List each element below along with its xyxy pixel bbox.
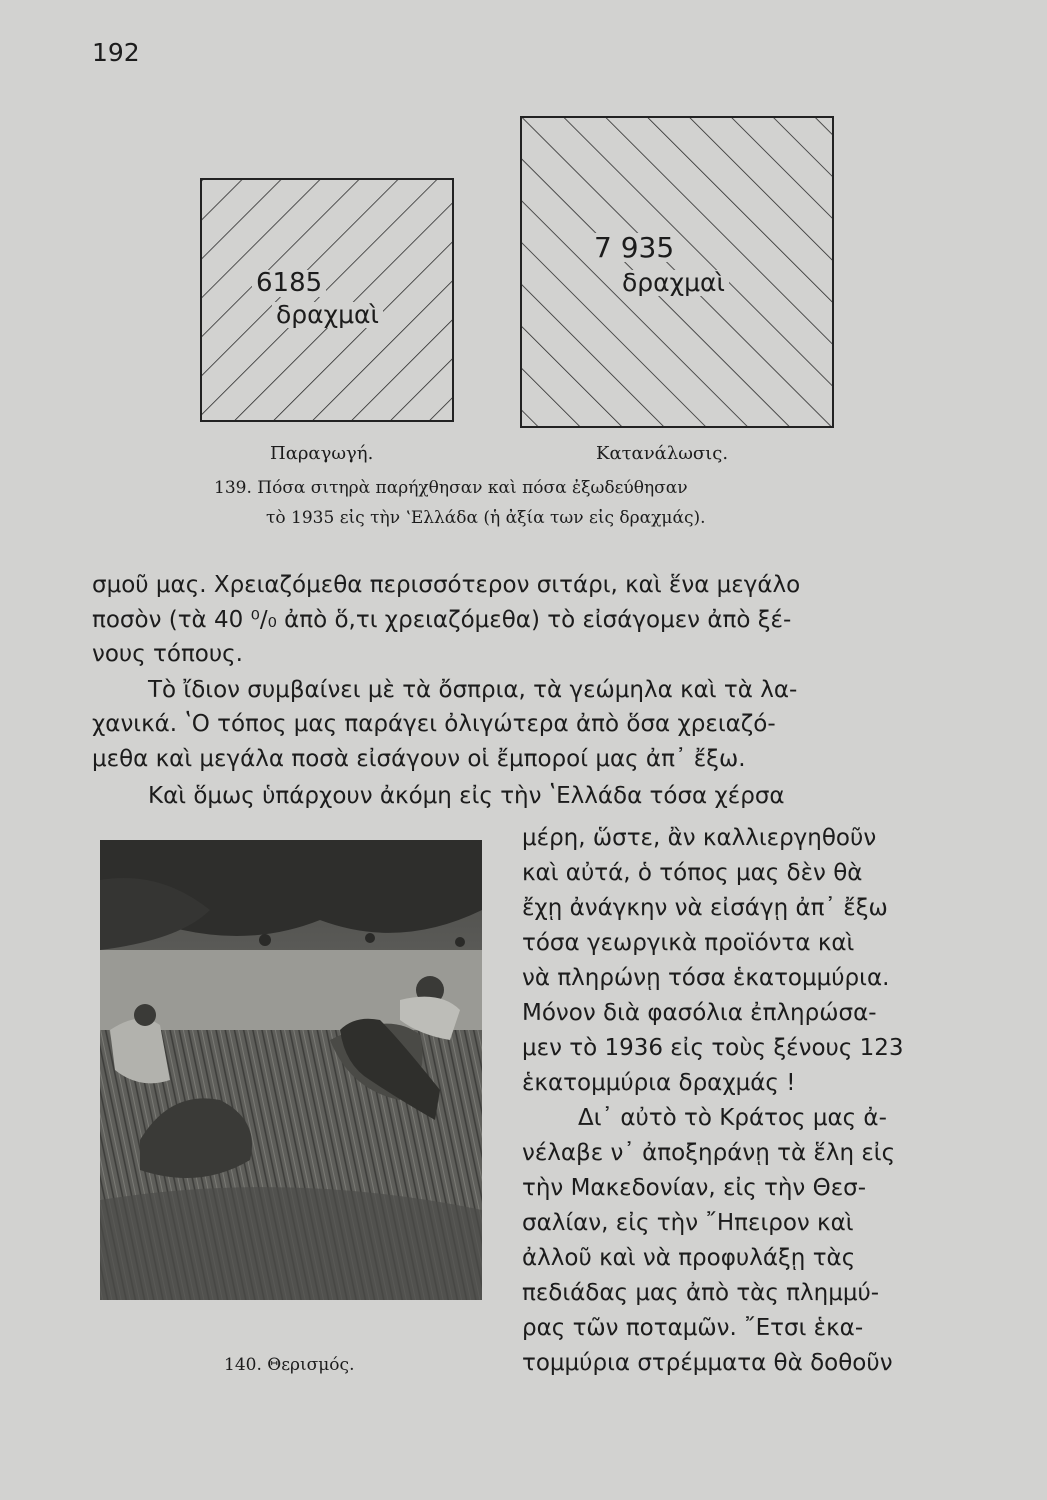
body-line: Καὶ ὅμως ὑπάρχουν ἀκόμη εἰς τὴν ʽΕλλάδα τόσα χέρσα xyxy=(148,783,785,809)
side-line: ἀλλοῦ καὶ νὰ προφυλάξῃ τὰς xyxy=(522,1245,856,1271)
production-label: Παραγωγή. xyxy=(270,443,374,464)
harvest-photo xyxy=(100,840,482,1300)
consumption-label: Κατανάλωσις. xyxy=(596,443,729,464)
body-line: Τὸ ἴδιον συμβαίνει μὲ τὰ ὄσπρια, τὰ γεώμηλα καὶ τὰ λα- xyxy=(148,677,798,703)
side-line: τόσα γεωργικὰ προϊόντα καὶ xyxy=(522,930,855,956)
production-box xyxy=(200,178,454,422)
body-line: νους τόπους. xyxy=(92,641,243,667)
side-line: ρας τῶν ποταμῶν. ῎Ετσι ἑκα- xyxy=(522,1315,864,1341)
side-line: Μόνον διὰ φασόλια ἐπληρώσα- xyxy=(522,1000,877,1026)
body-line: σμοῦ μας. Χρειαζόμεθα περισσότερον σιτάρι, καὶ ἕνα μεγάλο xyxy=(92,572,801,598)
side-line: ἔχῃ ἀνάγκην νὰ εἰσάγῃ ἀπ᾽ ἔξω xyxy=(522,895,888,921)
side-line: ἑκατομμύρια δραχμάς ! xyxy=(522,1070,796,1096)
consumption-box xyxy=(520,116,834,428)
body-line: ποσὸν (τὰ 40 ⁰/₀ ἀπὸ ὅ,τι χρειαζόμεθα) τὸ εἰσάγομεν ἀπὸ ξέ- xyxy=(92,607,792,633)
figure-139-caption-line2: τὸ 1935 εἰς τὴν ʽΕλλάδα (ἡ ἀξία των εἰς δραχμάς). xyxy=(266,508,706,528)
production-unit: δραχμαὶ xyxy=(272,302,383,328)
harvest-scene-image xyxy=(100,840,482,1300)
side-line: νὰ πληρώνῃ τόσα ἑκατομμύρια. xyxy=(522,965,890,991)
production-amount: 6185 xyxy=(252,270,326,297)
side-line: νέλαβε ν᾽ ἀποξηράνῃ τὰ ἕλη εἰς xyxy=(522,1140,896,1166)
body-line: μεθα καὶ μεγάλα ποσὰ εἰσάγουν οἱ ἔμποροί μας ἀπ᾽ ἔξω. xyxy=(92,746,746,772)
figure-140-caption: 140. Θερισμός. xyxy=(224,1355,355,1375)
page-number: 192 xyxy=(92,38,140,67)
consumption-unit: δραχμαὶ xyxy=(618,270,729,296)
side-line: τομμύρια στρέμματα θὰ δοθοῦν xyxy=(522,1350,893,1376)
side-line: καὶ αὐτά, ὁ τόπος μας δὲν θὰ xyxy=(522,860,863,886)
body-line: χανικά. ʽΟ τόπος μας παράγει ὀλιγώτερα ἀπὸ ὅσα χρειαζό- xyxy=(92,711,776,737)
consumption-amount: 7 935 xyxy=(590,233,678,262)
side-line: σαλίαν, εἰς τὴν ῎Ηπειρον καὶ xyxy=(522,1210,854,1236)
side-line: μεν τὸ 1936 εἰς τοὺς ξένους 123 xyxy=(522,1035,904,1061)
side-line: Δι᾽ αὐτὸ τὸ Κράτος μας ἀ- xyxy=(578,1105,887,1131)
side-line: μέρη, ὥστε, ἂν καλλιεργηθοῦν xyxy=(522,825,877,851)
side-line: πεδιάδας μας ἀπὸ τὰς πλημμύ- xyxy=(522,1280,880,1306)
figure-139-caption-line1: 139. Πόσα σιτηρὰ παρήχθησαν καὶ πόσα ἐξωδεύθησαν xyxy=(214,478,688,498)
side-line: τὴν Μακεδονίαν, εἰς τὴν Θεσ- xyxy=(522,1175,867,1201)
